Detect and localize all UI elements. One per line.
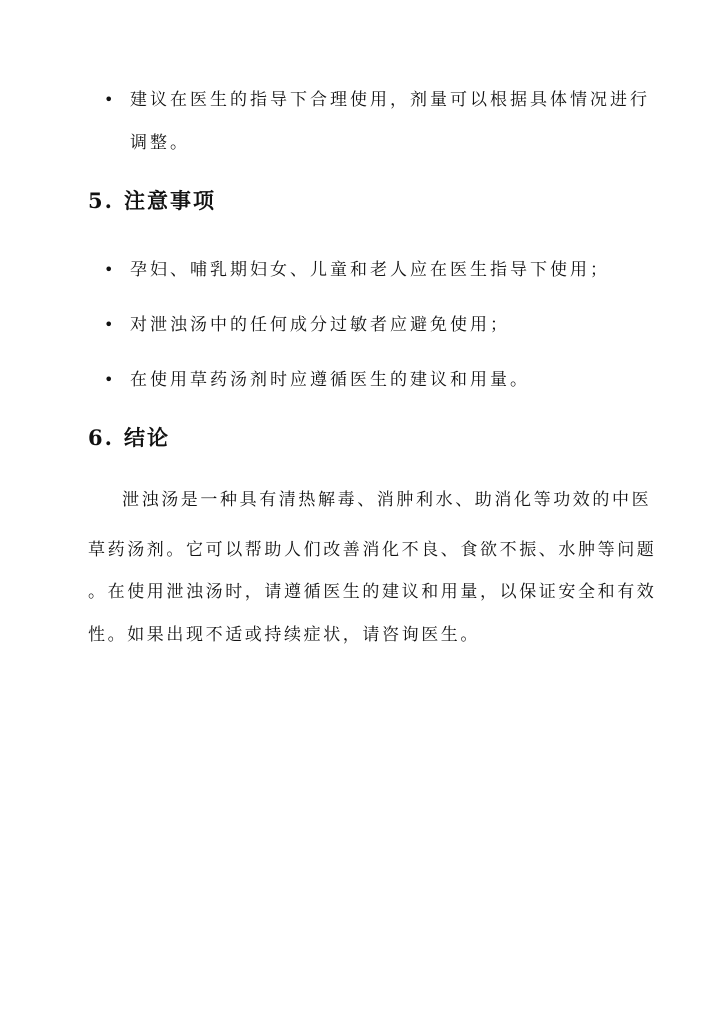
list-item-text: 对泄浊汤中的任何成分过敏者应避免使用；	[130, 315, 510, 335]
list-item-text: 孕妇、哺乳期妇女、儿童和老人应在医生指导下使用；	[130, 260, 610, 280]
section-title: 结论	[124, 425, 170, 450]
section-heading	[88, 187, 216, 215]
bullet-icon: •	[104, 260, 117, 279]
section-number: 6.	[88, 425, 114, 450]
section-number: 5.	[88, 188, 114, 213]
list-item-text: 在使用草药汤剂时应遵循医生的建议和用量。	[130, 370, 530, 390]
section-title: 注意事项	[124, 188, 216, 213]
paragraph-line: 泄浊汤是一种具有清热解毒、消肿利水、助消化等功效的中医	[122, 490, 652, 510]
bullet-icon: •	[104, 370, 117, 389]
paragraph-line: 草药汤剂。它可以帮助人们改善消化不良、食欲不振、水肿等问题	[88, 540, 657, 560]
bullet-icon: •	[104, 90, 117, 109]
list-item-continuation: 调整。	[130, 133, 190, 153]
bullet-icon: •	[104, 315, 117, 334]
paragraph-line: 性。如果出现不适或持续症状，请咨询医生。	[88, 625, 480, 645]
list-item-text: 建议在医生的指导下合理使用，剂量可以根据具体情况进行	[130, 90, 650, 110]
section-heading	[88, 424, 170, 452]
paragraph-line: 。在使用泄浊汤时，请遵循医生的建议和用量，以保证安全和有效	[88, 582, 657, 602]
